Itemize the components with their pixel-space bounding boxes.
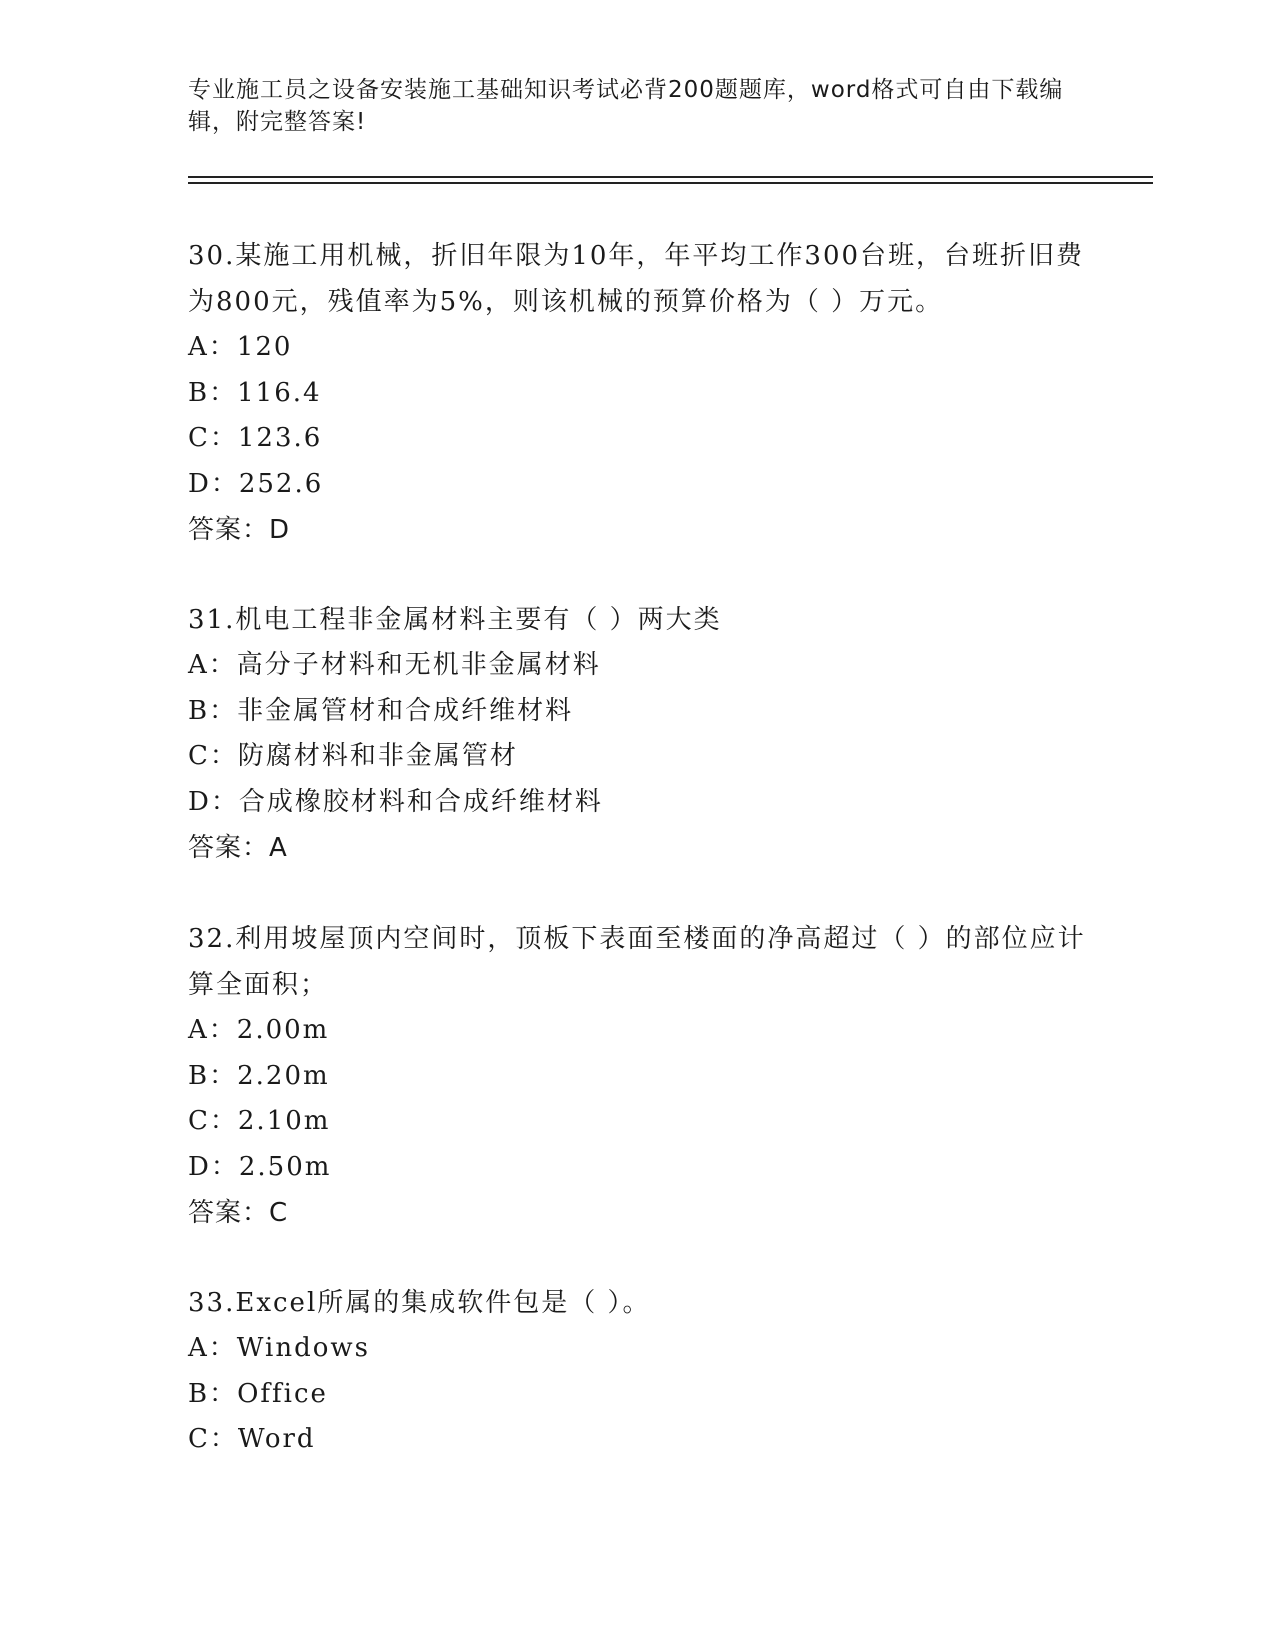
document-header: 专业施工员之设备安装施工基础知识考试必背200题题库，word格式可自由下载编辑，附完整答案! (188, 77, 1064, 135)
question-stem: 30.某施工用机械，折旧年限为10年，年平均工作300台班，台班折旧费为800元，残值率为5%，则该机械的预算价格为（ ）万元。 (188, 241, 1085, 317)
option-c: C：123.6 (188, 423, 323, 453)
option-c: C：防腐材料和非金属管材 (188, 741, 518, 771)
option-d: D：2.50m (188, 1151, 332, 1182)
option-a: A：Windows (188, 1333, 370, 1363)
option-a: A：120 (188, 332, 293, 362)
question-stem: 32.利用坡屋顶内空间时，顶板下表面至楼面的净高超过（ ）的部位应计算全面积； (188, 924, 1086, 1000)
option-d: D：252.6 (188, 468, 324, 499)
option-a: A：高分子材料和无机非金属材料 (188, 650, 601, 680)
question-30 (188, 233, 1088, 553)
option-b: B：2.20m (188, 1060, 330, 1091)
question-33 (188, 1280, 1088, 1463)
question-32 (188, 916, 1088, 1236)
header-divider-bottom (188, 182, 1153, 184)
answer-line: 答案：C (188, 1198, 289, 1228)
option-b: B：Office (188, 1378, 328, 1409)
question-31 (188, 597, 1088, 871)
option-b: B：116.4 (188, 377, 322, 408)
answer-line: 答案：D (188, 515, 291, 545)
option-a: A：2.00m (188, 1015, 330, 1045)
question-stem: 31.机电工程非金属材料主要有（ ）两大类 (188, 605, 722, 635)
option-c: C：2.10m (188, 1106, 331, 1136)
answer-line: 答案：A (188, 833, 288, 863)
header-divider-top (188, 176, 1153, 178)
option-d: D：合成橡胶材料和合成纤维材料 (188, 786, 603, 817)
option-c: C：Word (188, 1424, 316, 1454)
option-b: B：非金属管材和合成纤维材料 (188, 695, 574, 726)
question-stem: 33.Excel所属的集成软件包是（ ）。 (188, 1288, 651, 1318)
